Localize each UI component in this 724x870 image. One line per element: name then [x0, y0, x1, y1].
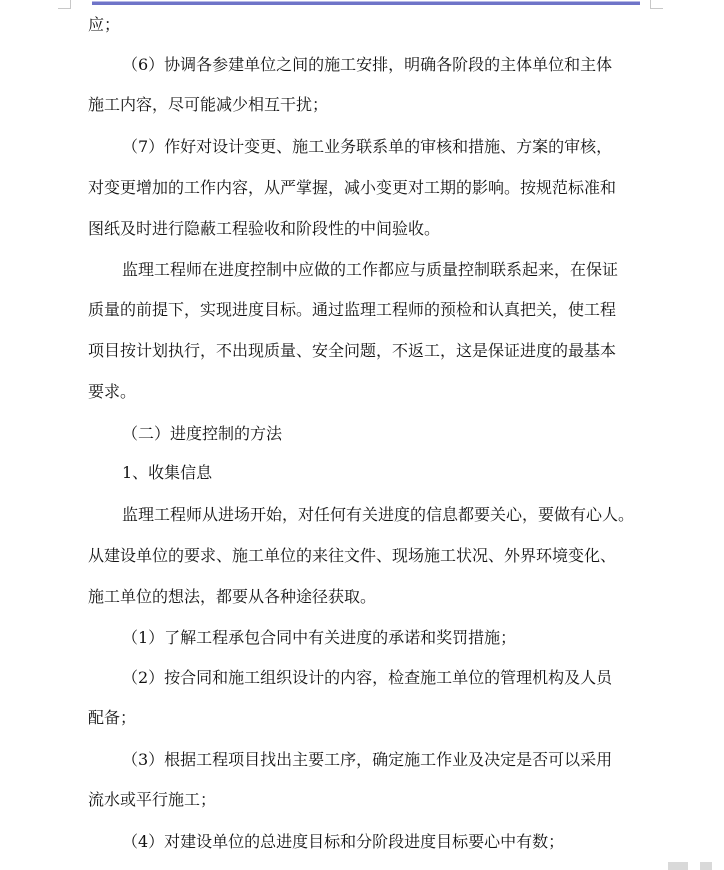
document-line: 施工内容，尽可能减少相互干扰； — [88, 95, 329, 114]
document-line: （7）作好对设计变更、施工业务联系单的审核和措施、方案的审核， — [122, 137, 613, 156]
bottom-scroll-marker — [668, 862, 688, 870]
page-top-rule — [92, 1, 640, 5]
bottom-scroll-marker — [700, 862, 712, 870]
document-line: 要求。 — [88, 382, 137, 401]
document-line: 流水或平行施工； — [88, 790, 217, 809]
document-line: （3）根据工程项目找出主要工序，确定施工作业及决定是否可以采用 — [122, 750, 613, 769]
page-top-bar — [0, 0, 724, 6]
document-line: （二）进度控制的方法 — [122, 424, 283, 443]
document-line: 施工单位的想法，都要从各种途径获取。 — [88, 587, 377, 606]
document-line: 项目按计划执行，不出现质量、安全问题，不返工，这是保证进度的最基本 — [88, 341, 617, 360]
document-line: （2）按合同和施工组织设计的内容，检查施工单位的管理机构及人员 — [122, 668, 613, 687]
document-line: （1）了解工程承包合同中有关进度的承诺和奖罚措施； — [122, 628, 517, 647]
document-line: 配备； — [88, 708, 137, 727]
document-line: 对变更增加的工作内容，从严掌握，减小变更对工期的影响。按规范标准和 — [88, 178, 617, 197]
left-corner-mark — [58, 0, 71, 9]
document-line: 图纸及时进行隐蔽工程验收和阶段性的中间验收。 — [88, 219, 441, 238]
document-line: 监理工程师从进场开始，对任何有关进度的信息都要关心，要做有心人。 — [122, 505, 635, 524]
document-line: 1、收集信息 — [122, 463, 213, 482]
document-line: 从建设单位的要求、施工单位的来往文件、现场施工状况、外界环境变化、 — [88, 546, 617, 565]
document-line: 应； — [88, 15, 121, 34]
document-line: （4）对建设单位的总进度目标和分阶段进度目标要心中有数； — [122, 832, 565, 851]
document-line: 质量的前提下，实现进度目标。通过监理工程师的预检和认真把关，使工程 — [88, 300, 617, 319]
right-corner-mark — [650, 0, 663, 9]
document-line: （6）协调各参建单位之间的施工安排，明确各阶段的主体单位和主体 — [122, 55, 613, 74]
document-line: 监理工程师在进度控制中应做的工作都应与质量控制联系起来，在保证 — [122, 260, 619, 279]
